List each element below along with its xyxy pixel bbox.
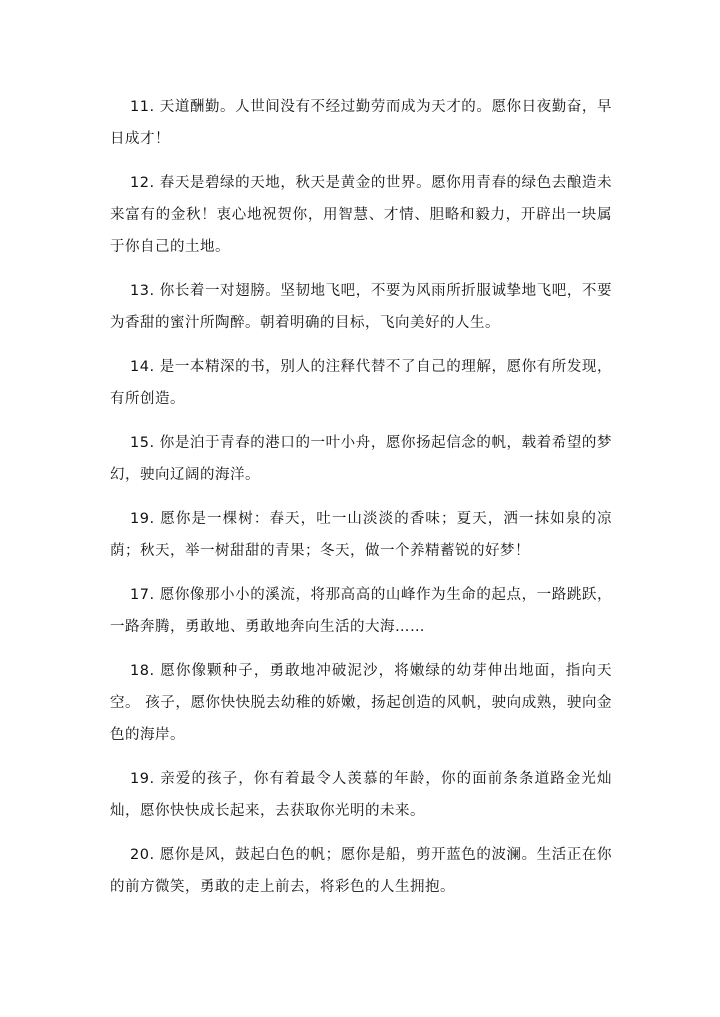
paragraph-15: 15. 你是泊于青春的港口的一叶小舟，愿你扬起信念的帆，载着希望的梦幻，驶向辽阔的海洋。	[110, 435, 612, 483]
paragraph-19b: 19. 亲爱的孩子，你有着最令人羡慕的年龄，你的面前条条道路金光灿灿，愿你快快成长起来，去获取你光明的未来。	[110, 771, 612, 819]
paragraph-17: 17. 愿你像那小小的溪流，将那高高的山峰作为生命的起点，一路跳跃，一路奔腾，勇敢地、勇敢地奔向生活的大海……	[110, 587, 612, 635]
paragraph-20: 20. 愿你是风，鼓起白色的帆；愿你是船，剪开蓝色的波澜。生活正在你的前方微笑，勇敢的走上前去，将彩色的人生拥抱。	[110, 847, 612, 895]
paragraph-11: 11. 天道酬勤。人世间没有不经过勤劳而成为天才的。愿你日夜勤奋，早日成才！	[110, 99, 612, 147]
paragraph-18: 18. 愿你像颗种子，勇敢地冲破泥沙，将嫩绿的幼芽伸出地面，指向天空。 孩子，愿你快快脱去幼稚的娇嫩，扬起创造的风帆，驶向成熟，驶向金色的海岸。	[110, 663, 612, 743]
paragraph-12: 12. 春天是碧绿的天地，秋天是黄金的世界。愿你用青春的绿色去酿造未来富有的金秋！衷心地祝贺你，用智慧、才情、胆略和毅力，开辟出一块属于你自己的土地。	[110, 175, 612, 255]
paragraph-13: 13. 你长着一对翅膀。坚韧地飞吧，不要为风雨所折服诚挚地飞吧，不要为香甜的蜜汁所陶醉。朝着明确的目标，飞向美好的人生。	[110, 283, 612, 331]
paragraph-19a: 19. 愿你是一棵树：春天，吐一山淡淡的香味；夏天，洒一抹如泉的凉荫；秋天，举一树甜甜的青果；冬天，做一个养精蓄锐的好梦！	[110, 511, 612, 559]
paragraph-14: 14. 是一本精深的书，别人的注释代替不了自己的理解，愿你有所发现，有所创造。	[110, 359, 612, 407]
document-body	[110, 91, 612, 915]
